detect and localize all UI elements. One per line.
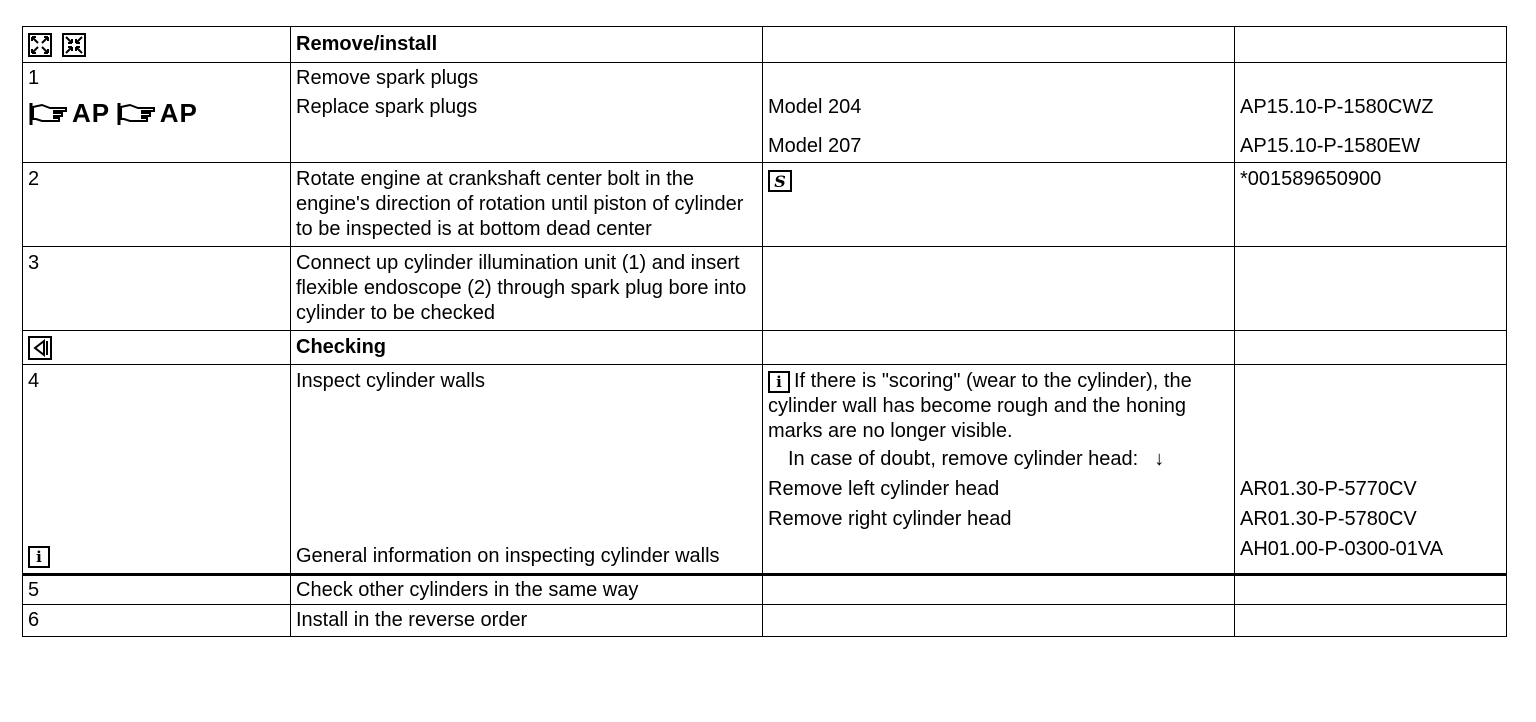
step-number: 5 <box>23 575 291 605</box>
action-text: Replace spark plugs <box>296 96 478 118</box>
step-cell <box>23 365 291 575</box>
empty-cell <box>763 331 1235 365</box>
step-number: 3 <box>23 247 291 331</box>
special-tool-icon[interactable]: S <box>768 170 792 192</box>
reference-link[interactable]: AH01.00-P-0300-01VA <box>1240 538 1444 560</box>
empty-cell <box>1235 247 1507 331</box>
table-row <box>23 575 1507 605</box>
ap-link-icon[interactable] <box>116 98 198 129</box>
reference-link[interactable]: AP15.10-P-1580CWZ <box>1240 96 1434 118</box>
action-text: Remove spark plugs <box>296 67 479 89</box>
checking-icon[interactable] <box>28 336 52 360</box>
action-text: Remove left cylinder head <box>768 478 1000 500</box>
tool-cell <box>763 163 1235 247</box>
action-text: Check other cylinders in the same way <box>291 575 763 605</box>
empty-cell <box>1235 331 1507 365</box>
reference-link[interactable]: AR01.30-P-5770CV <box>1240 478 1417 500</box>
action-text: General information on inspecting cylinder walls <box>296 545 720 567</box>
table-row <box>23 365 1507 575</box>
pointing-hand-icon <box>116 101 158 127</box>
ap-link-icon[interactable] <box>28 98 110 129</box>
step-number: 1 <box>28 67 40 89</box>
table-row <box>23 27 1507 63</box>
action-text: Install in the reverse order <box>291 605 763 637</box>
ap-label: AP <box>72 98 111 128</box>
info-icon[interactable]: i <box>768 371 790 393</box>
action-cell <box>291 63 763 163</box>
pointing-hand-icon <box>28 101 70 127</box>
empty-cell <box>1235 575 1507 605</box>
ref-cell <box>1235 63 1507 163</box>
model-label: Model 204 <box>768 96 862 118</box>
ref-cell <box>1235 365 1507 575</box>
empty-cell <box>1235 27 1507 63</box>
table-row <box>23 331 1507 365</box>
action-text: Rotate engine at crankshaft center bolt in the engine's direction of rotation until piston of cylinder to be inspected is at bottom dead center <box>291 163 763 247</box>
note-cell <box>763 365 1235 575</box>
collapse-icon[interactable] <box>62 33 86 57</box>
reference-link[interactable]: *001589650900 <box>1235 163 1507 247</box>
section-title-remove-install: Remove/install <box>291 27 763 63</box>
doubt-line <box>768 444 1229 474</box>
step-cell <box>23 63 291 163</box>
table-row <box>23 63 1507 163</box>
table-row <box>23 163 1507 247</box>
empty-cell <box>763 247 1235 331</box>
info-note <box>768 369 1229 444</box>
action-text: Connect up cylinder illumination unit (1) and insert flexible endoscope (2) through spark plug bore into cylinder to be checked <box>291 247 763 331</box>
info-note-text: If there is "scoring" (wear to the cylinder), the cylinder wall has become rough and the honing marks are no longer visible. <box>768 370 1192 442</box>
model-cell <box>763 63 1235 163</box>
table-row <box>23 605 1507 637</box>
model-label: Model 207 <box>768 135 862 157</box>
empty-cell <box>763 27 1235 63</box>
step-number: 6 <box>23 605 291 637</box>
action-text: Remove right cylinder head <box>768 508 1012 530</box>
action-cell <box>291 365 763 575</box>
empty-cell <box>1235 605 1507 637</box>
step-number: 2 <box>23 163 291 247</box>
empty-cell <box>763 605 1235 637</box>
procedure-table <box>22 26 1507 637</box>
header-icons-cell <box>23 27 291 63</box>
reference-link[interactable]: AP15.10-P-1580EW <box>1240 135 1421 157</box>
info-icon[interactable]: i <box>28 546 50 568</box>
step-number: 4 <box>28 370 40 392</box>
ap-label: AP <box>159 98 198 128</box>
arrow-down-icon: ↓ <box>1154 448 1165 470</box>
action-text: Inspect cylinder walls <box>296 370 485 392</box>
expand-icon[interactable] <box>28 33 52 57</box>
doubt-text: In case of doubt, remove cylinder head: <box>788 448 1139 470</box>
table-row <box>23 247 1507 331</box>
section-title-checking: Checking <box>291 331 763 365</box>
reference-link[interactable]: AR01.30-P-5780CV <box>1240 508 1417 530</box>
checking-icon-cell <box>23 331 291 365</box>
empty-cell <box>763 575 1235 605</box>
